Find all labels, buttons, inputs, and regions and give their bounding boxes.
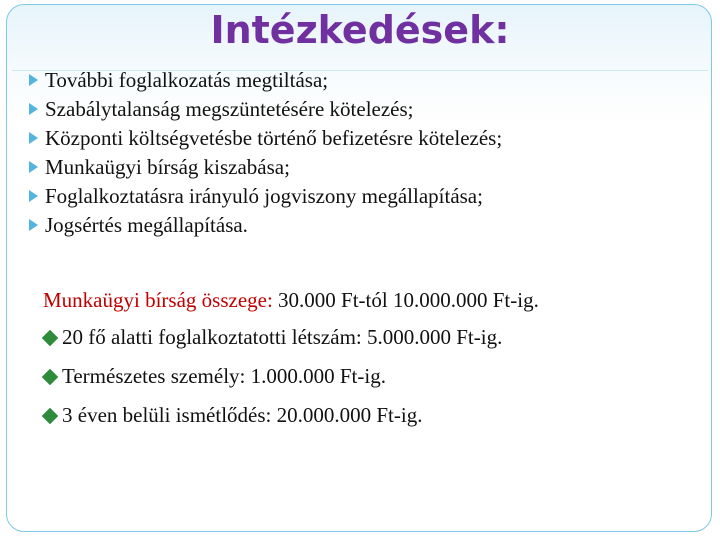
fine-detail-text: 20 fő alatti foglalkoztatotti létszám: 5.000.000 Ft-ig.	[62, 325, 503, 349]
fine-detail-item	[43, 362, 704, 391]
arrow-bullet-icon	[29, 74, 38, 86]
measure-text: Foglalkoztatásra irányuló jogviszony megállapítása;	[45, 184, 483, 208]
arrow-bullet-icon	[29, 132, 38, 144]
arrow-bullet-icon	[29, 219, 38, 231]
slide-body	[14, 66, 704, 440]
measure-item	[14, 95, 704, 124]
arrow-bullet-icon	[29, 161, 38, 173]
fine-detail-item	[43, 323, 704, 352]
fine-details-list	[43, 323, 704, 430]
measure-text: Szabálytalanság megszüntetésére kötelezés;	[45, 97, 414, 121]
diamond-bullet-icon	[43, 409, 57, 423]
fine-detail-item	[43, 401, 704, 430]
measure-item	[14, 211, 704, 240]
fine-detail-text: 3 éven belüli ismétlődés: 20.000.000 Ft-ig.	[62, 403, 423, 427]
diamond-bullet-icon	[43, 331, 57, 345]
measures-list	[14, 66, 704, 240]
measure-text: Munkaügyi bírság kiszabása;	[45, 155, 290, 179]
measure-item	[14, 124, 704, 153]
diamond-bullet-icon	[43, 370, 57, 384]
fine-detail-text: Természetes személy: 1.000.000 Ft-ig.	[62, 364, 386, 388]
arrow-bullet-icon	[29, 103, 38, 115]
slide-title: Intézkedések:	[210, 8, 510, 52]
measure-text: Jogsértés megállapítása.	[45, 213, 248, 237]
arrow-bullet-icon	[29, 190, 38, 202]
fine-range: 30.000 Ft-tól 10.000.000 Ft-ig.	[272, 288, 539, 312]
fine-summary	[14, 286, 704, 430]
measure-item	[14, 153, 704, 182]
fine-label: Munkaügyi bírság összege:	[43, 288, 273, 312]
measure-text: További foglalkozatás megtiltása;	[45, 68, 329, 92]
fine-amount-line	[43, 286, 704, 315]
measure-text: Központi költségvetésbe történő befizetésre kötelezés;	[45, 126, 503, 150]
measure-item	[14, 182, 704, 211]
measure-item	[14, 66, 704, 95]
